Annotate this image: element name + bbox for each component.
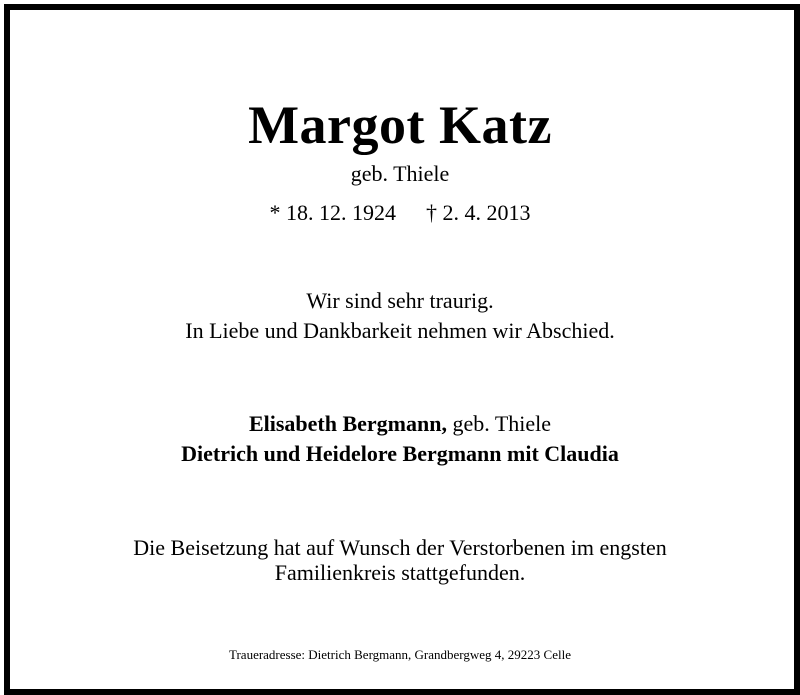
mourning-message-line-2: In Liebe und Dankbarkeit nehmen wir Abschied. — [185, 318, 615, 343]
burial-note-line-1: Die Beisetzung hat auf Wunsch der Verstorbenen im engsten — [133, 535, 667, 560]
death-date: † 2. 4. 2013 — [426, 200, 531, 225]
birth-date: * 18. 12. 1924 — [269, 200, 396, 225]
mourner-name-elisabeth: Elisabeth Bergmann, — [248, 411, 447, 436]
deceased-name: Margot Katz — [248, 95, 552, 155]
mourner-maiden-name: geb. Thiele — [452, 411, 552, 436]
mourner-line-2: Dietrich und Heidelore Bergmann mit Claudia — [181, 441, 619, 466]
mourning-address: Traueradresse: Dietrich Bergmann, Grandbergweg 4, 29223 Celle — [228, 647, 571, 662]
life-dates — [0, 199, 800, 227]
burial-note-line-2: Familienkreis stattgefunden. — [274, 560, 526, 585]
maiden-name: geb. Thiele — [350, 161, 450, 186]
mourner-line-1 — [0, 409, 800, 439]
mourning-message-line-1: Wir sind sehr traurig. — [306, 288, 494, 313]
